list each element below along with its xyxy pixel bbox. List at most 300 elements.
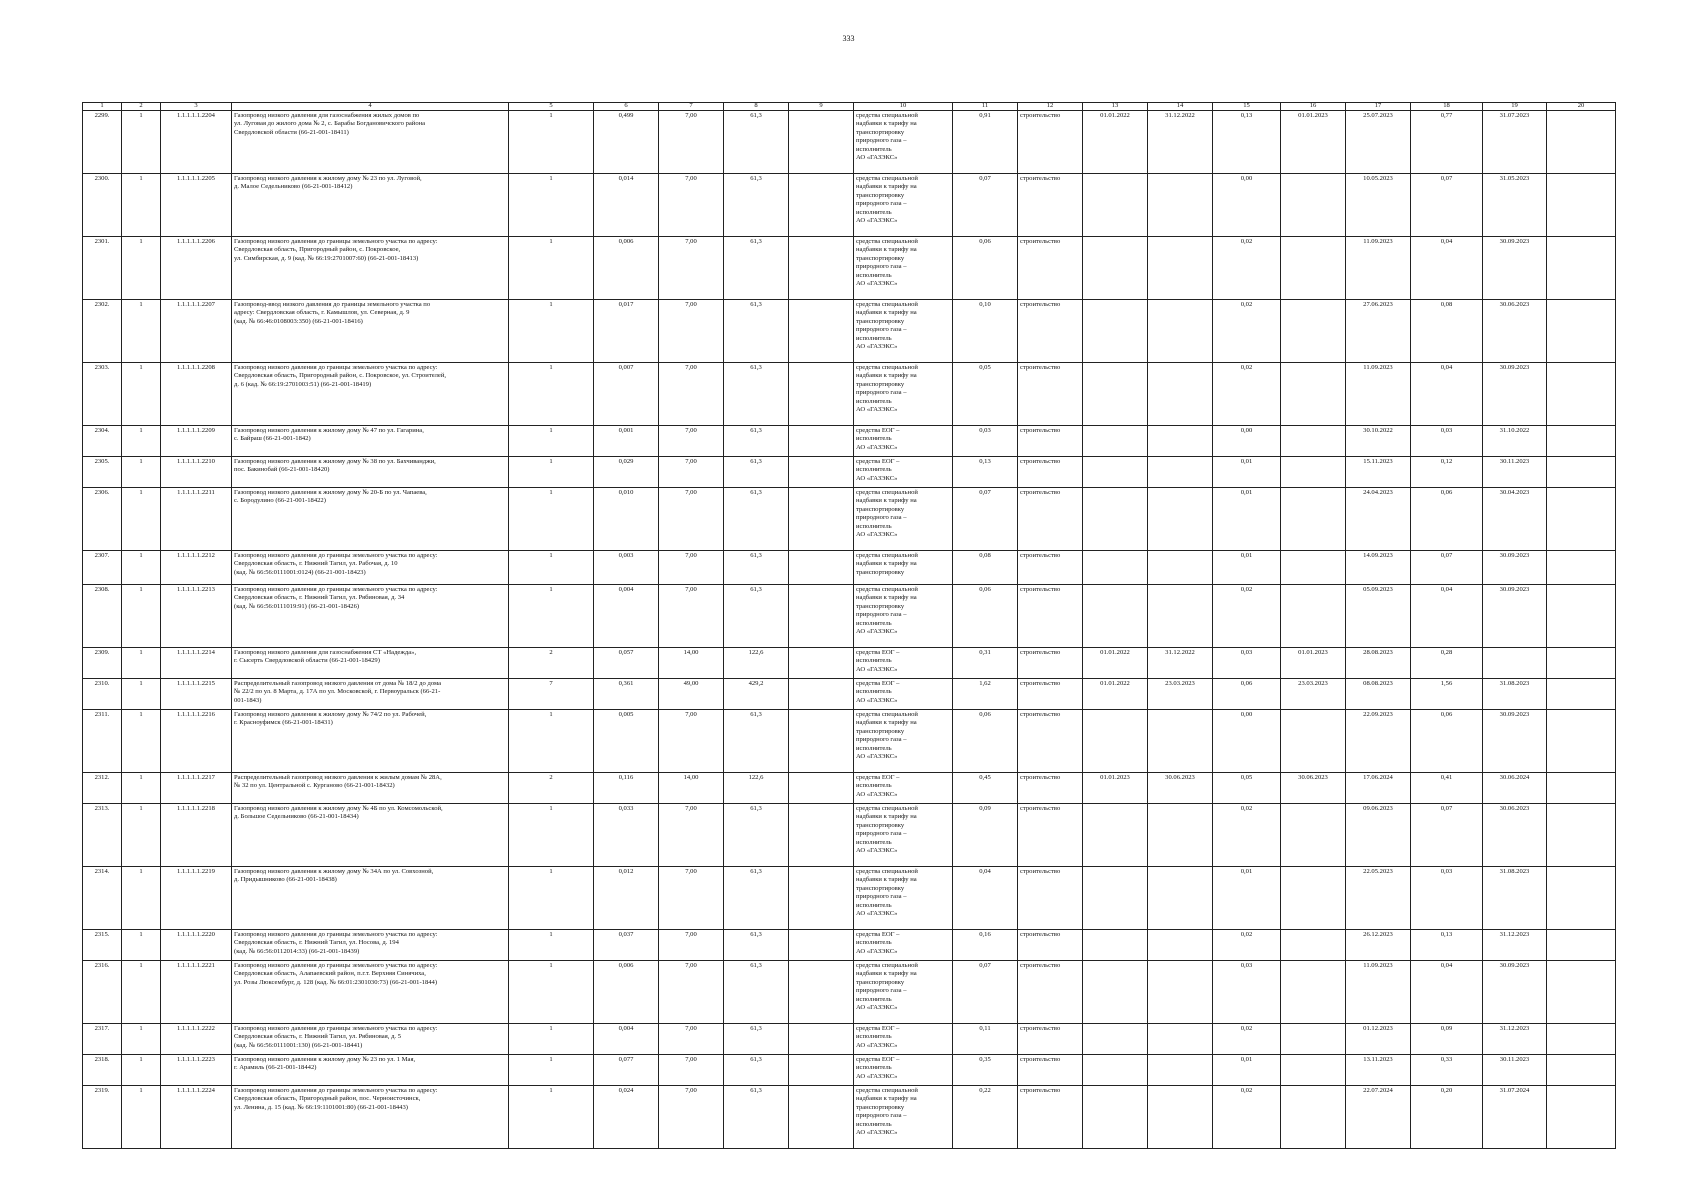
c16-cell: [1281, 551, 1346, 585]
c9-cell: [789, 648, 854, 679]
column-header: 13: [1083, 103, 1148, 111]
c7-cell: 14,00: [659, 648, 724, 679]
c14-cell: [1148, 488, 1213, 551]
c8-cell: 429,2: [724, 679, 789, 710]
row-number-cell: 2307.: [83, 551, 122, 585]
c19-cell: 31.12.2023: [1483, 1024, 1547, 1055]
c5-cell: 2: [509, 648, 594, 679]
c7-cell: 7,00: [659, 488, 724, 551]
c19-cell: 31.10.2022: [1483, 426, 1547, 457]
funding-source-cell: средства специальной надбавки к тарифу на транспортировку природного газа – исполнитель АО «ГАЗЭКС»: [854, 300, 953, 363]
c8-cell: 61,3: [724, 426, 789, 457]
row-number-cell: 2315.: [83, 930, 122, 961]
c5-cell: 1: [509, 363, 594, 426]
c7-cell: 49,00: [659, 679, 724, 710]
c13-cell: [1083, 551, 1148, 585]
funding-source-cell: средства специальной надбавки к тарифу на транспортировку природного газа – исполнитель АО «ГАЗЭКС»: [854, 111, 953, 174]
column-header: 6: [594, 103, 659, 111]
c11-cell: 1,62: [953, 679, 1018, 710]
c11-cell: 0,45: [953, 773, 1018, 804]
c7-cell: 7,00: [659, 1086, 724, 1149]
count-cell: 1: [122, 1086, 161, 1149]
c16-cell: [1281, 867, 1346, 930]
c19-cell: 30.04.2023: [1483, 488, 1547, 551]
count-cell: 1: [122, 867, 161, 930]
c9-cell: [789, 551, 854, 585]
c13-cell: [1083, 457, 1148, 488]
table-row: [83, 773, 1616, 804]
work-type-cell: строительство: [1018, 237, 1083, 300]
c9-cell: [789, 773, 854, 804]
c15-cell: 0,00: [1213, 426, 1281, 457]
c16-cell: [1281, 363, 1346, 426]
c19-cell: 30.09.2023: [1483, 363, 1547, 426]
c6-cell: 0,010: [594, 488, 659, 551]
c18-cell: 1,56: [1411, 679, 1483, 710]
c5-cell: 1: [509, 1024, 594, 1055]
c14-cell: 23.03.2023: [1148, 679, 1213, 710]
c19-cell: 30.09.2023: [1483, 710, 1547, 773]
c6-cell: 0,037: [594, 930, 659, 961]
c5-cell: 2: [509, 773, 594, 804]
table-row: [83, 585, 1616, 648]
count-cell: 1: [122, 930, 161, 961]
c7-cell: 7,00: [659, 930, 724, 961]
c18-cell: 0,28: [1411, 648, 1483, 679]
c11-cell: 0,35: [953, 1055, 1018, 1086]
c16-cell: [1281, 457, 1346, 488]
work-type-cell: строительство: [1018, 1024, 1083, 1055]
c9-cell: [789, 457, 854, 488]
c14-cell: [1148, 1086, 1213, 1149]
c6-cell: 0,006: [594, 961, 659, 1024]
work-type-cell: строительство: [1018, 551, 1083, 585]
work-type-cell: строительство: [1018, 1055, 1083, 1086]
work-type-cell: строительство: [1018, 773, 1083, 804]
work-type-cell: строительство: [1018, 426, 1083, 457]
c19-cell: [1483, 648, 1547, 679]
column-header: 7: [659, 103, 724, 111]
c16-cell: [1281, 1055, 1346, 1086]
c8-cell: 122,6: [724, 648, 789, 679]
c8-cell: 61,3: [724, 867, 789, 930]
c13-cell: [1083, 867, 1148, 930]
c15-cell: 0,05: [1213, 773, 1281, 804]
project-code-cell: 1.1.1.1.1.2205: [161, 174, 232, 237]
c13-cell: 01.01.2022: [1083, 111, 1148, 174]
c5-cell: 1: [509, 237, 594, 300]
table-row: [83, 551, 1616, 585]
c15-cell: 0,03: [1213, 648, 1281, 679]
c5-cell: 1: [509, 867, 594, 930]
work-type-cell: строительство: [1018, 930, 1083, 961]
c14-cell: [1148, 1055, 1213, 1086]
c7-cell: 7,00: [659, 426, 724, 457]
project-description-cell: Газопровод низкого давления к жилому дому № 23 по ул. Луговой, д. Малое Седельниково (66-21-001-18412): [232, 174, 509, 237]
c18-cell: 0,03: [1411, 867, 1483, 930]
c14-cell: 30.06.2023: [1148, 773, 1213, 804]
table-row: [83, 961, 1616, 1024]
c11-cell: 0,03: [953, 426, 1018, 457]
c17-cell: 08.08.2023: [1346, 679, 1411, 710]
project-code-cell: 1.1.1.1.1.2209: [161, 426, 232, 457]
table-row: [83, 867, 1616, 930]
column-header: 18: [1411, 103, 1483, 111]
count-cell: 1: [122, 961, 161, 1024]
c16-cell: [1281, 710, 1346, 773]
project-code-cell: 1.1.1.1.1.2206: [161, 237, 232, 300]
c9-cell: [789, 930, 854, 961]
c7-cell: 14,00: [659, 773, 724, 804]
project-code-cell: 1.1.1.1.1.2219: [161, 867, 232, 930]
c19-cell: 30.09.2023: [1483, 961, 1547, 1024]
c20-cell: [1547, 111, 1616, 174]
c7-cell: 7,00: [659, 457, 724, 488]
c13-cell: 01.01.2023: [1083, 773, 1148, 804]
count-cell: 1: [122, 1024, 161, 1055]
table-row: [83, 930, 1616, 961]
c15-cell: 0,00: [1213, 710, 1281, 773]
row-number-cell: 2299.: [83, 111, 122, 174]
funding-source-cell: средства ЕОГ – исполнитель АО «ГАЗЭКС»: [854, 648, 953, 679]
c16-cell: [1281, 174, 1346, 237]
funding-source-cell: средства ЕОГ – исполнитель АО «ГАЗЭКС»: [854, 773, 953, 804]
c19-cell: 30.09.2023: [1483, 585, 1547, 648]
c18-cell: 0,41: [1411, 773, 1483, 804]
c9-cell: [789, 237, 854, 300]
funding-source-cell: средства специальной надбавки к тарифу на транспортировку: [854, 551, 953, 585]
table-row: [83, 1055, 1616, 1086]
table-row: [83, 488, 1616, 551]
c18-cell: 0,04: [1411, 363, 1483, 426]
count-cell: 1: [122, 773, 161, 804]
c19-cell: 31.08.2023: [1483, 867, 1547, 930]
c13-cell: 01.01.2022: [1083, 648, 1148, 679]
work-type-cell: строительство: [1018, 111, 1083, 174]
count-cell: 1: [122, 804, 161, 867]
c13-cell: [1083, 174, 1148, 237]
c9-cell: [789, 804, 854, 867]
project-description-cell: Газопровод низкого давления для газоснабжения СТ «Надежда», г. Сысерть Свердловской области (66-21-001-18429): [232, 648, 509, 679]
c8-cell: 61,3: [724, 300, 789, 363]
project-code-cell: 1.1.1.1.1.2217: [161, 773, 232, 804]
work-type-cell: строительство: [1018, 804, 1083, 867]
c8-cell: 61,3: [724, 174, 789, 237]
c15-cell: 0,02: [1213, 363, 1281, 426]
table-row: [83, 1086, 1616, 1149]
count-cell: 1: [122, 551, 161, 585]
c9-cell: [789, 300, 854, 363]
row-number-cell: 2304.: [83, 426, 122, 457]
c8-cell: 61,3: [724, 457, 789, 488]
project-description-cell: Газопровод низкого давления до границы земельного участка по адресу: Свердловская область, Пригородный район, пос. Черноисточинск, ул. Ленина, д. 15 (кад. № 66:19:1101001:80) (66-21-001-18443): [232, 1086, 509, 1149]
c17-cell: 10.05.2023: [1346, 174, 1411, 237]
table-row: [83, 174, 1616, 237]
c6-cell: 0,004: [594, 1024, 659, 1055]
c11-cell: 0,06: [953, 585, 1018, 648]
c5-cell: 1: [509, 804, 594, 867]
c11-cell: 0,08: [953, 551, 1018, 585]
column-header: 15: [1213, 103, 1281, 111]
c14-cell: [1148, 237, 1213, 300]
row-number-cell: 2308.: [83, 585, 122, 648]
c9-cell: [789, 585, 854, 648]
c18-cell: 0,13: [1411, 930, 1483, 961]
c17-cell: 24.04.2023: [1346, 488, 1411, 551]
c20-cell: [1547, 426, 1616, 457]
column-header: 12: [1018, 103, 1083, 111]
c7-cell: 7,00: [659, 551, 724, 585]
c6-cell: 0,003: [594, 551, 659, 585]
project-code-cell: 1.1.1.1.1.2218: [161, 804, 232, 867]
c6-cell: 0,007: [594, 363, 659, 426]
row-number-cell: 2300.: [83, 174, 122, 237]
c5-cell: 1: [509, 961, 594, 1024]
c15-cell: 0,01: [1213, 1055, 1281, 1086]
c7-cell: 7,00: [659, 1024, 724, 1055]
count-cell: 1: [122, 457, 161, 488]
c11-cell: 0,04: [953, 867, 1018, 930]
row-number-cell: 2316.: [83, 961, 122, 1024]
row-number-cell: 2303.: [83, 363, 122, 426]
c13-cell: [1083, 363, 1148, 426]
c17-cell: 11.09.2023: [1346, 237, 1411, 300]
c5-cell: 1: [509, 551, 594, 585]
table-row: [83, 648, 1616, 679]
column-header: 11: [953, 103, 1018, 111]
funding-source-cell: средства специальной надбавки к тарифу на транспортировку природного газа – исполнитель АО «ГАЗЭКС»: [854, 867, 953, 930]
c19-cell: 31.12.2023: [1483, 930, 1547, 961]
c18-cell: 0,03: [1411, 426, 1483, 457]
c17-cell: 13.11.2023: [1346, 1055, 1411, 1086]
project-code-cell: 1.1.1.1.1.2210: [161, 457, 232, 488]
project-code-cell: 1.1.1.1.1.2204: [161, 111, 232, 174]
c13-cell: [1083, 930, 1148, 961]
row-number-cell: 2318.: [83, 1055, 122, 1086]
c15-cell: 0,03: [1213, 961, 1281, 1024]
c15-cell: 0,13: [1213, 111, 1281, 174]
c20-cell: [1547, 237, 1616, 300]
c9-cell: [789, 1024, 854, 1055]
c16-cell: [1281, 488, 1346, 551]
c16-cell: 30.06.2023: [1281, 773, 1346, 804]
c19-cell: 30.09.2023: [1483, 551, 1547, 585]
c20-cell: [1547, 930, 1616, 961]
project-description-cell: Газопровод низкого давления до границы земельного участка по адресу: Свердловская область, Алапаевский район, п.г.т. Верхняя Синячиха, ул. Розы Люксембург, д. 128 (кад. № 66:01:2301030:73) (66-21-001-1844): [232, 961, 509, 1024]
c5-cell: 1: [509, 930, 594, 961]
c19-cell: 30.09.2023: [1483, 237, 1547, 300]
row-number-cell: 2313.: [83, 804, 122, 867]
c8-cell: 61,3: [724, 804, 789, 867]
project-description-cell: Газопровод низкого давления к жилому дому № 20-Б по ул. Чапаева, с. Бородулино (66-21-001-18422): [232, 488, 509, 551]
c19-cell: 31.08.2023: [1483, 679, 1547, 710]
work-type-cell: строительство: [1018, 488, 1083, 551]
c14-cell: [1148, 585, 1213, 648]
project-code-cell: 1.1.1.1.1.2220: [161, 930, 232, 961]
c7-cell: 7,00: [659, 174, 724, 237]
c20-cell: [1547, 363, 1616, 426]
c14-cell: 31.12.2022: [1148, 648, 1213, 679]
c6-cell: 0,029: [594, 457, 659, 488]
c5-cell: 7: [509, 679, 594, 710]
c15-cell: 0,01: [1213, 867, 1281, 930]
c6-cell: 0,077: [594, 1055, 659, 1086]
c14-cell: [1148, 300, 1213, 363]
c13-cell: [1083, 488, 1148, 551]
c5-cell: 1: [509, 457, 594, 488]
c11-cell: 0,13: [953, 457, 1018, 488]
project-description-cell: Газопровод низкого давления к жилому дому № 4Б по ул. Комсомольской, д. Большое Седельниково (66-21-001-18434): [232, 804, 509, 867]
c7-cell: 7,00: [659, 300, 724, 363]
c5-cell: 1: [509, 488, 594, 551]
table-row: [83, 426, 1616, 457]
c8-cell: 61,3: [724, 961, 789, 1024]
c20-cell: [1547, 457, 1616, 488]
c20-cell: [1547, 1055, 1616, 1086]
work-type-cell: строительство: [1018, 679, 1083, 710]
c8-cell: 61,3: [724, 1024, 789, 1055]
c20-cell: [1547, 1086, 1616, 1149]
c20-cell: [1547, 648, 1616, 679]
c13-cell: [1083, 1086, 1148, 1149]
c18-cell: 0,07: [1411, 551, 1483, 585]
c18-cell: 0,04: [1411, 237, 1483, 300]
c16-cell: [1281, 930, 1346, 961]
funding-source-cell: средства специальной надбавки к тарифу на транспортировку природного газа – исполнитель АО «ГАЗЭКС»: [854, 585, 953, 648]
c17-cell: 17.06.2024: [1346, 773, 1411, 804]
c7-cell: 7,00: [659, 363, 724, 426]
c16-cell: [1281, 804, 1346, 867]
funding-source-cell: средства ЕОГ – исполнитель АО «ГАЗЭКС»: [854, 1055, 953, 1086]
c16-cell: [1281, 961, 1346, 1024]
project-code-cell: 1.1.1.1.1.2211: [161, 488, 232, 551]
c8-cell: 61,3: [724, 710, 789, 773]
c6-cell: 0,017: [594, 300, 659, 363]
work-type-cell: строительство: [1018, 961, 1083, 1024]
column-header: 2: [122, 103, 161, 111]
project-description-cell: Газопровод низкого давления к жилому дому № 23 по ул. 1 Мая, г. Арамиль (66-21-001-18442): [232, 1055, 509, 1086]
c14-cell: [1148, 930, 1213, 961]
funding-source-cell: средства ЕОГ – исполнитель АО «ГАЗЭКС»: [854, 426, 953, 457]
c6-cell: 0,005: [594, 710, 659, 773]
row-number-cell: 2319.: [83, 1086, 122, 1149]
c5-cell: 1: [509, 1086, 594, 1149]
c13-cell: [1083, 1055, 1148, 1086]
c20-cell: [1547, 773, 1616, 804]
count-cell: 1: [122, 679, 161, 710]
count-cell: 1: [122, 426, 161, 457]
c13-cell: [1083, 961, 1148, 1024]
c14-cell: [1148, 1024, 1213, 1055]
funding-source-cell: средства специальной надбавки к тарифу на транспортировку природного газа – исполнитель АО «ГАЗЭКС»: [854, 710, 953, 773]
c15-cell: 0,06: [1213, 679, 1281, 710]
c5-cell: 1: [509, 111, 594, 174]
c13-cell: [1083, 710, 1148, 773]
project-description-cell: Распределительный газопровод низкого давления к жилым домам № 28А, № 32 по ул. Центральной с. Курганово (66-21-001-18432): [232, 773, 509, 804]
column-header: 8: [724, 103, 789, 111]
work-type-cell: строительство: [1018, 300, 1083, 363]
table-row: [83, 300, 1616, 363]
count-cell: 1: [122, 174, 161, 237]
project-code-cell: 1.1.1.1.1.2213: [161, 585, 232, 648]
count-cell: 1: [122, 300, 161, 363]
c20-cell: [1547, 551, 1616, 585]
c11-cell: 0,05: [953, 363, 1018, 426]
c20-cell: [1547, 1024, 1616, 1055]
c14-cell: [1148, 426, 1213, 457]
c5-cell: 1: [509, 426, 594, 457]
c11-cell: 0,06: [953, 710, 1018, 773]
c11-cell: 0,07: [953, 961, 1018, 1024]
c11-cell: 0,31: [953, 648, 1018, 679]
c11-cell: 0,07: [953, 174, 1018, 237]
c11-cell: 0,16: [953, 930, 1018, 961]
c15-cell: 0,02: [1213, 930, 1281, 961]
funding-source-cell: средства специальной надбавки к тарифу на транспортировку природного газа – исполнитель АО «ГАЗЭКС»: [854, 804, 953, 867]
count-cell: 1: [122, 111, 161, 174]
row-number-cell: 2305.: [83, 457, 122, 488]
c14-cell: [1148, 457, 1213, 488]
row-number-cell: 2312.: [83, 773, 122, 804]
c15-cell: 0,01: [1213, 488, 1281, 551]
project-description-cell: Газопровод низкого давления для газоснабжения жилых домов по ул. Луговая до жилого дома № 2, с. Барабы Богдановичского района Свердловской области (66-21-001-18411): [232, 111, 509, 174]
c5-cell: 1: [509, 300, 594, 363]
table-row: [83, 237, 1616, 300]
c18-cell: 0,04: [1411, 961, 1483, 1024]
c15-cell: 0,02: [1213, 300, 1281, 363]
c9-cell: [789, 867, 854, 930]
c16-cell: 23.03.2023: [1281, 679, 1346, 710]
c18-cell: 0,20: [1411, 1086, 1483, 1149]
c17-cell: 25.07.2023: [1346, 111, 1411, 174]
column-header: 10: [854, 103, 953, 111]
c8-cell: 122,6: [724, 773, 789, 804]
count-cell: 1: [122, 1055, 161, 1086]
project-code-cell: 1.1.1.1.1.2208: [161, 363, 232, 426]
c6-cell: 0,004: [594, 585, 659, 648]
c9-cell: [789, 426, 854, 457]
column-header: 19: [1483, 103, 1547, 111]
c19-cell: 30.06.2024: [1483, 773, 1547, 804]
c8-cell: 61,3: [724, 488, 789, 551]
c16-cell: [1281, 300, 1346, 363]
c16-cell: [1281, 1024, 1346, 1055]
count-cell: 1: [122, 488, 161, 551]
project-code-cell: 1.1.1.1.1.2216: [161, 710, 232, 773]
project-description-cell: Газопровод низкого давления до границы земельного участка по адресу: Свердловская область, г. Нижний Тагил, ул. Рябиновая, д. 5 (кад. № 66:56:0111001:130) (66-21-001-18441): [232, 1024, 509, 1055]
count-cell: 1: [122, 648, 161, 679]
c17-cell: 11.09.2023: [1346, 363, 1411, 426]
row-number-cell: 2309.: [83, 648, 122, 679]
c19-cell: 30.06.2023: [1483, 300, 1547, 363]
c5-cell: 1: [509, 174, 594, 237]
c18-cell: 0,33: [1411, 1055, 1483, 1086]
work-type-cell: строительство: [1018, 1086, 1083, 1149]
c9-cell: [789, 174, 854, 237]
project-code-cell: 1.1.1.1.1.2207: [161, 300, 232, 363]
c15-cell: 0,01: [1213, 457, 1281, 488]
c14-cell: 31.12.2022: [1148, 111, 1213, 174]
c6-cell: 0,499: [594, 111, 659, 174]
table-row: [83, 363, 1616, 426]
c13-cell: [1083, 426, 1148, 457]
c5-cell: 1: [509, 710, 594, 773]
c11-cell: 0,07: [953, 488, 1018, 551]
c16-cell: 01.01.2023: [1281, 648, 1346, 679]
c8-cell: 61,3: [724, 237, 789, 300]
work-type-cell: строительство: [1018, 648, 1083, 679]
c13-cell: [1083, 804, 1148, 867]
